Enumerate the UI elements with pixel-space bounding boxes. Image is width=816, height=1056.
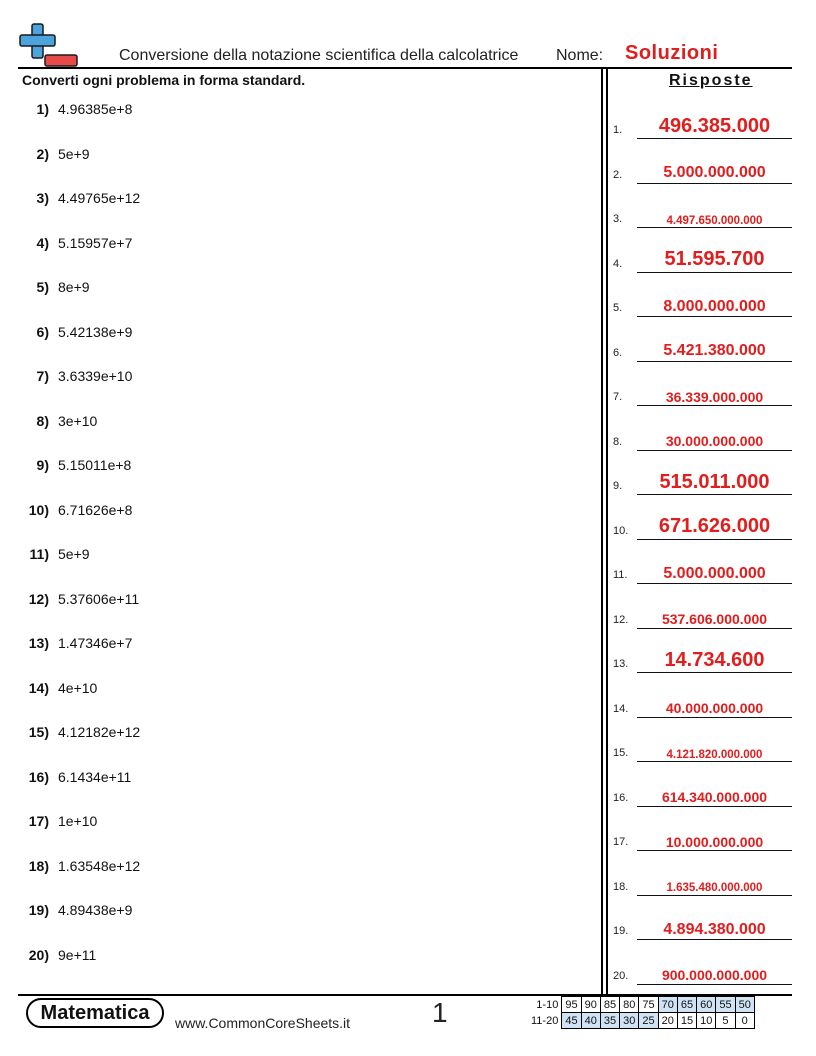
answer-item (612, 903, 794, 948)
problem-item (20, 591, 590, 636)
answer-item (612, 770, 794, 815)
answer-item (612, 369, 794, 414)
problem-number: 19) (28, 902, 49, 918)
answer-line (637, 895, 792, 896)
problem-number: 6) (36, 323, 49, 340)
score-cell: 65 (677, 997, 696, 1013)
answer-number: 16. (613, 791, 629, 804)
instructions: Converti ogni problema in forma standard. (22, 72, 306, 88)
problem-item (20, 858, 590, 903)
column-divider (606, 67, 608, 995)
answer-line (637, 628, 792, 629)
problem-number: 2) (36, 145, 49, 162)
answer-item (612, 636, 794, 681)
answer-item (612, 948, 794, 993)
score-cell: 10 (697, 1013, 716, 1029)
problem-expression: 9e+11 (58, 946, 97, 963)
answer-item (612, 102, 794, 147)
answer-line (637, 361, 792, 362)
problem-item (20, 724, 590, 769)
answer-number: 12. (613, 613, 629, 626)
score-cell: 15 (677, 1013, 696, 1029)
answer-item (612, 280, 794, 325)
answer-number: 18. (613, 880, 629, 893)
problem-number: 8) (36, 412, 49, 429)
problem-item (20, 413, 590, 458)
score-cell: 0 (735, 1013, 754, 1029)
problem-expression: 5e+9 (58, 546, 90, 562)
problem-number: 14) (28, 679, 49, 696)
score-cell: 95 (562, 997, 581, 1013)
answer-value: 14.734.600 (664, 648, 765, 671)
answer-number: 9. (613, 480, 623, 492)
answer-line (637, 450, 792, 451)
answer-item (612, 859, 794, 904)
problem-number: 12) (28, 590, 49, 607)
problem-number: 9) (36, 457, 49, 473)
score-range-label: 1-10 (536, 998, 559, 1011)
answer-line (637, 939, 792, 940)
answers-heading: Risposte (669, 72, 753, 89)
answer-line (637, 316, 792, 317)
answer-number: 4. (613, 257, 623, 270)
problem-number: 4) (36, 234, 49, 251)
answer-line (637, 984, 792, 985)
answer-number: 19. (613, 925, 629, 937)
answer-number: 15. (613, 747, 629, 759)
problem-item (20, 101, 590, 146)
answer-number: 5. (613, 302, 623, 314)
problem-expression: 5e+9 (58, 145, 90, 162)
problem-expression: 5.15011e+8 (58, 457, 132, 473)
answer-number: 6. (613, 346, 623, 359)
answer-line (637, 583, 792, 584)
problem-expression: 3e+10 (58, 412, 98, 429)
score-cell: 40 (581, 1013, 600, 1029)
answer-line (637, 761, 792, 762)
answer-number: 17. (613, 836, 629, 848)
answer-value: 537.606.000.000 (661, 611, 768, 627)
answer-item (612, 236, 794, 281)
problem-number: 11) (29, 546, 49, 562)
problem-item (20, 769, 590, 814)
problem-number: 5) (36, 279, 49, 295)
problem-expression: 3.6339e+10 (58, 368, 133, 384)
problem-list (20, 101, 590, 991)
answer-line (637, 850, 792, 851)
answer-number: 8. (613, 435, 623, 448)
problem-number: 15) (28, 724, 49, 740)
answer-value: 4.497.650.000.000 (666, 214, 763, 227)
answer-number: 2. (613, 168, 623, 181)
problem-item (20, 235, 590, 280)
answer-value: 4.894.380.000 (663, 920, 766, 938)
problem-expression: 4.12182e+12 (58, 724, 141, 740)
problem-expression: 1.63548e+12 (58, 857, 141, 874)
answer-number: 3. (613, 213, 623, 225)
score-cell: 60 (697, 997, 716, 1013)
score-cell: 70 (658, 997, 677, 1013)
score-cell: 5 (716, 1013, 735, 1029)
answer-item (612, 503, 794, 548)
score-cell: 75 (639, 997, 658, 1013)
problem-item (20, 190, 590, 235)
answer-value: 10.000.000.000 (665, 833, 764, 850)
problem-expression: 6.71626e+8 (58, 501, 133, 518)
answer-value: 496.385.000 (658, 114, 771, 137)
problem-expression: 5.42138e+9 (58, 323, 133, 340)
answer-line (637, 183, 792, 184)
answer-value: 36.339.000.000 (665, 388, 764, 405)
answer-number: 1. (613, 124, 623, 136)
score-table (528, 996, 755, 1029)
answer-item (612, 725, 794, 770)
problem-expression: 5.37606e+11 (58, 590, 140, 607)
problem-item (20, 279, 590, 324)
problem-item (20, 813, 590, 858)
problem-expression: 5.15957e+7 (58, 234, 133, 251)
score-range-label: 11-20 (531, 1014, 559, 1027)
header-rule (18, 67, 792, 69)
problem-item (20, 680, 590, 725)
problem-number: 3) (36, 190, 49, 206)
problem-expression: 1.47346e+7 (58, 635, 133, 651)
answer-item (612, 325, 794, 370)
answer-number: 20. (613, 969, 629, 982)
score-row (528, 1013, 754, 1029)
score-cell: 30 (620, 1013, 639, 1029)
subject-badge: Matematica (26, 998, 164, 1028)
answer-item (612, 681, 794, 726)
problem-item (20, 546, 590, 591)
answer-line (637, 272, 792, 273)
page-number: 1 (432, 997, 448, 1028)
answer-item (612, 414, 794, 459)
answer-list (612, 102, 794, 992)
score-row (528, 997, 754, 1013)
answer-item (612, 147, 794, 192)
answer-value: 5.000.000.000 (663, 164, 766, 181)
problem-number: 20) (28, 946, 49, 963)
plus-minus-logo-icon (18, 22, 80, 68)
answer-line (637, 806, 792, 807)
answer-item (612, 547, 794, 592)
answer-line (637, 138, 792, 139)
worksheet-title: Conversione della notazione scientifica della calcolatrice (119, 47, 519, 64)
score-cell: 20 (658, 1013, 677, 1029)
answer-item (612, 814, 794, 859)
answer-line (637, 717, 792, 718)
answer-value: 5.421.380.000 (663, 342, 766, 359)
answer-value: 671.626.000 (658, 515, 771, 537)
name-label: Nome: (556, 47, 604, 64)
answer-value: 515.011.000 (659, 470, 770, 493)
answer-line (637, 227, 792, 228)
problem-item (20, 947, 590, 992)
answer-number: 14. (613, 702, 629, 715)
problem-expression: 4.49765e+12 (58, 190, 141, 206)
answer-value: 900.000.000.000 (661, 967, 768, 983)
answer-value: 51.595.700 (664, 248, 765, 270)
problem-expression: 1e+10 (58, 813, 98, 829)
answer-item (612, 592, 794, 637)
problem-number: 13) (28, 635, 49, 651)
problem-expression: 4.89438e+9 (58, 902, 133, 918)
answer-value: 1.635.480.000.000 (666, 882, 763, 894)
answer-value: 40.000.000.000 (665, 700, 764, 716)
problem-number: 7) (36, 368, 49, 384)
score-cell: 25 (639, 1013, 658, 1029)
answer-line (637, 405, 792, 406)
score-cell: 90 (581, 997, 600, 1013)
problem-number: 18) (28, 857, 49, 874)
problem-item (20, 324, 590, 369)
problem-number: 16) (28, 768, 49, 785)
answer-item (612, 191, 794, 236)
problem-number: 1) (36, 101, 49, 117)
answer-number: 7. (613, 391, 623, 403)
answer-value: 30.000.000.000 (665, 433, 764, 449)
answer-line (637, 494, 792, 495)
answer-item (612, 458, 794, 503)
problem-item (20, 502, 590, 547)
problem-expression: 4.96385e+8 (58, 101, 133, 117)
score-cell: 80 (620, 997, 639, 1013)
problem-item (20, 368, 590, 413)
answer-line (637, 672, 792, 673)
problem-item (20, 635, 590, 680)
answer-number: 13. (613, 658, 629, 670)
problem-expression: 4e+10 (58, 679, 98, 696)
answer-value: 614.340.000.000 (661, 789, 768, 805)
answer-number: 10. (613, 524, 629, 537)
site-url[interactable]: www.CommonCoreSheets.it (175, 1015, 351, 1031)
problem-item (20, 902, 590, 947)
problem-number: 17) (28, 813, 49, 829)
score-cell: 85 (600, 997, 619, 1013)
problem-expression: 6.1434e+11 (58, 768, 132, 785)
answer-line (637, 539, 792, 540)
answer-value: 8.000.000.000 (663, 297, 766, 315)
score-cell: 55 (716, 997, 735, 1013)
problem-item (20, 146, 590, 191)
name-value: Soluzioni (625, 42, 719, 64)
column-divider (601, 67, 603, 995)
problem-item (20, 457, 590, 502)
answer-value: 5.000.000.000 (663, 564, 766, 582)
problem-expression: 8e+9 (58, 279, 90, 295)
score-cell: 35 (600, 1013, 619, 1029)
problem-number: 10) (28, 501, 49, 518)
score-cell: 45 (562, 1013, 581, 1029)
answer-value: 4.121.820.000.000 (666, 748, 763, 761)
answer-number: 11. (613, 569, 628, 581)
score-cell: 50 (735, 997, 754, 1013)
